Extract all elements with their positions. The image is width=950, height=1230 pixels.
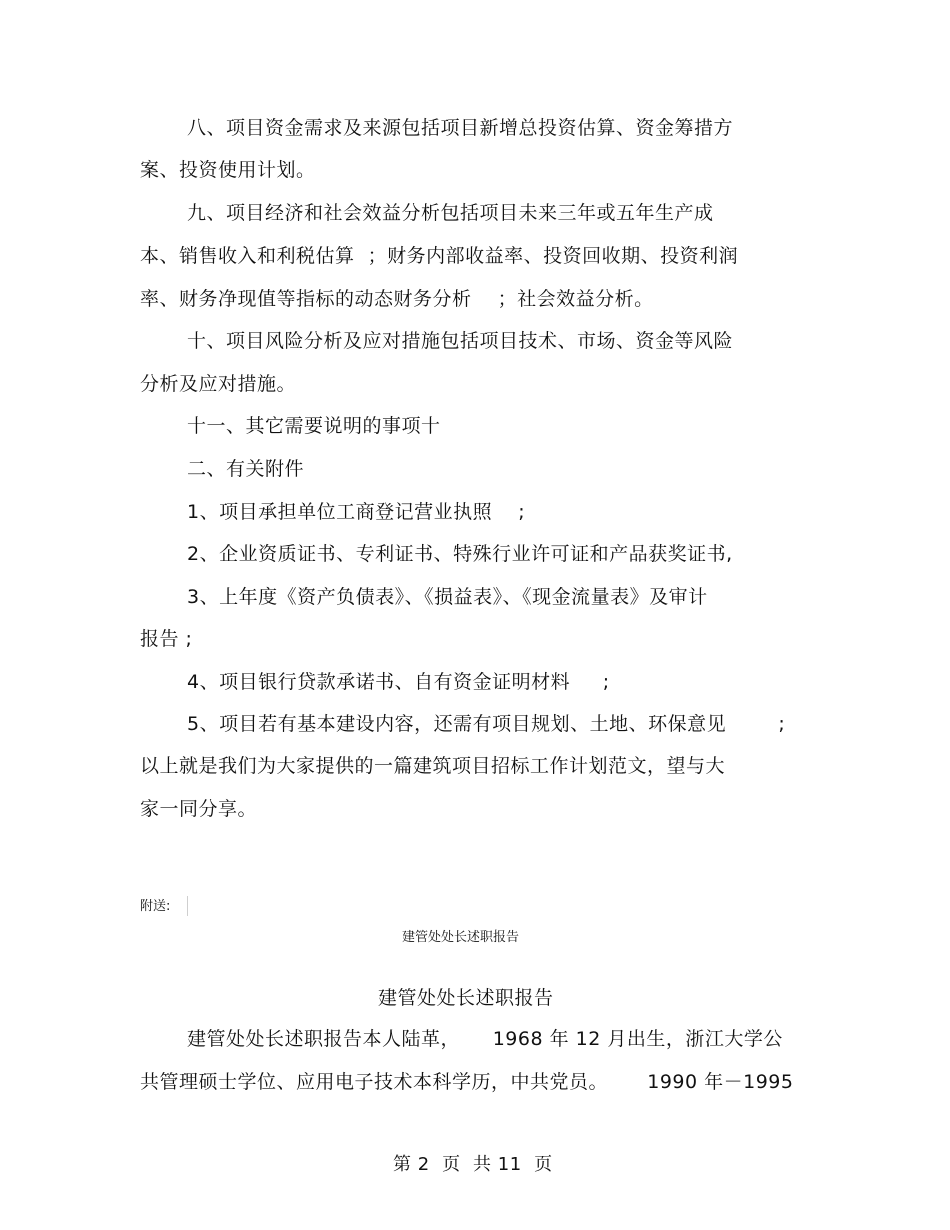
body-line-12: 3、上年度《资产负债表》、《损益表》、《现金流量表》及审计: [187, 586, 708, 608]
body-line-14: 4、项目银行贷款承诺书、自有资金证明材料 ;: [187, 671, 610, 693]
body-line-2: 案、投资使用计划。: [140, 159, 316, 181]
body-line-10: 1、项目承担单位工商登记营业执照 ;: [187, 501, 526, 523]
body-line-11: 2、企业资质证书、专利证书、特殊行业许可证和产品获奖证书,: [187, 543, 733, 565]
body-line-13: 报告 ;: [140, 628, 193, 650]
body-line-1: 八、项目资金需求及来源包括项目新增总投资估算、资金筹措方: [187, 117, 734, 139]
attachment-label: 附送:: [140, 899, 171, 914]
body-line-8: 十一、其它需要说明的事项十: [187, 415, 441, 437]
body-line-16: 以上就是我们为大家提供的一篇建筑项目招标工作计划范文，望与大: [140, 755, 726, 777]
body-line-9: 二、有关附件: [187, 458, 305, 480]
body-line-5: 率、财务净现值等指标的动态财务分析 ；社会效益分析。: [140, 288, 654, 310]
small-title: 建管处处长述职报告: [402, 930, 520, 945]
body-line-15: 5、项目若有基本建设内容，还需有项目规划、土地、环保意见 ;: [187, 713, 786, 735]
divider: [187, 896, 188, 916]
body-line-3: 九、项目经济和社会效益分析包括项目未来三年或五年生产成: [187, 202, 714, 224]
body-line-17: 家一同分享。: [140, 798, 258, 820]
body-line-7: 分析及应对措施。: [140, 373, 297, 395]
page-footer: 第 2 页 共 11 页: [393, 1154, 553, 1175]
report-title: 建管处处长述职报告: [378, 987, 554, 1009]
body-line-6: 十、项目风险分析及应对措施包括项目技术、市场、资金等风险: [187, 330, 734, 352]
body-line-4: 本、销售收入和利税估算 ；财务内部收益率、投资回收期、投资利润: [140, 245, 739, 267]
report-line-1: 建管处处长述职报告本人陆革， 1968 年 12 月出生，浙江大学公: [187, 1028, 783, 1050]
report-line-2: 共管理硕士学位、应用电子技术本科学历，中共党员。 1990 年－1995: [140, 1071, 794, 1093]
